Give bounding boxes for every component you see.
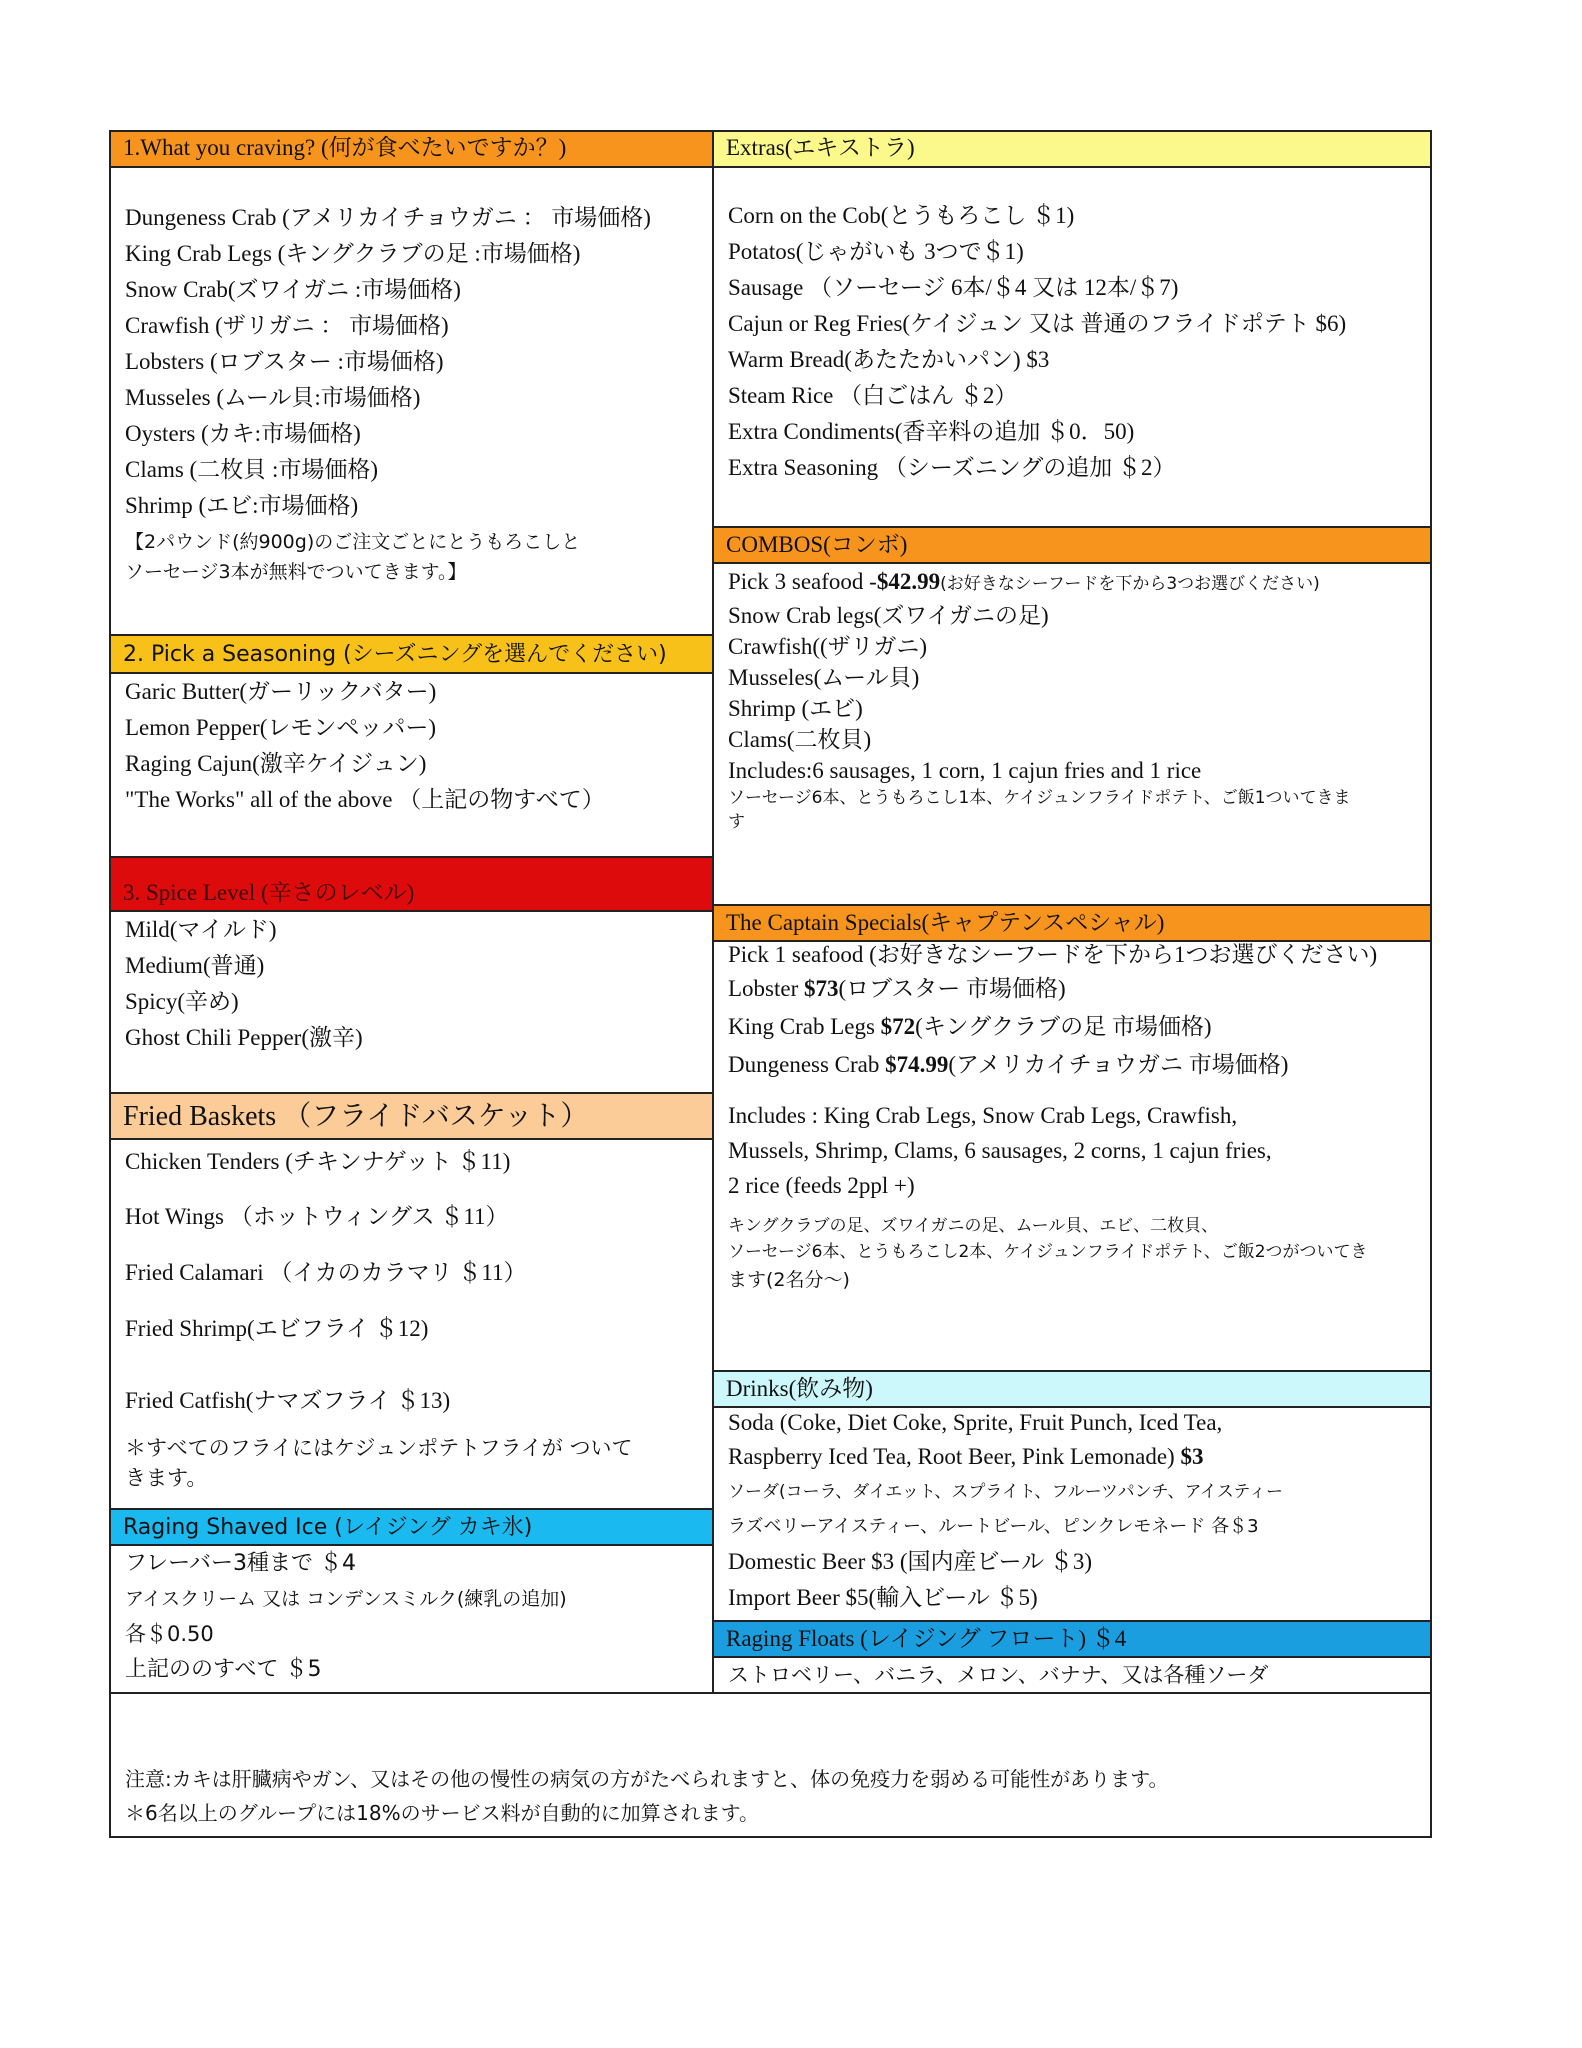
menu-item: Garic Butter(ガーリックバター) (125, 679, 437, 704)
menu-item: Snow Crab legs(ズワイガニの足) (728, 603, 1049, 628)
captain-item-jp: (アメリカイチョウガニ 市場価格) (948, 1052, 1289, 1077)
floats-items (714, 1658, 1430, 1692)
captain-item-name: King Crab Legs (728, 1014, 881, 1039)
menu-item: Crawfish((ザリガニ) (728, 634, 928, 659)
menu-item: Raging Cajun(激辛ケイジュン) (125, 751, 427, 776)
menu-item: Cajun or Reg Fries(ケイジュン 又は 普通のフライドポテト $6) (728, 311, 1347, 336)
combos-items (714, 566, 1430, 834)
extras-items (714, 198, 1430, 486)
extras-header (714, 132, 1430, 168)
menu-item: Oysters (カキ:市場価格) (125, 421, 361, 446)
menu-item: Clams (二枚貝 :市場価格) (125, 457, 378, 482)
menu-item: Sausage （ソーセージ 6本/＄4 又は 12本/＄7) (728, 275, 1179, 300)
footer-warning: 注意:カキは肝臓病やガン、又はその他の慢性の病気の方がたべられますと、体の免疫力を弱める可能性があります。 (125, 1767, 1169, 1791)
captain-row (728, 1046, 1430, 1084)
section-3-items (111, 912, 711, 1056)
section-2-items (111, 674, 711, 818)
menu-item: Fried Catfish(ナマズフライ ＄13) (125, 1388, 451, 1413)
fried-note: ＊すべてのフライにはケジュンポテトフライが ついて (125, 1436, 633, 1460)
menu-item: Crawfish (ザリガニ ： 市場価格) (125, 313, 449, 338)
combo-pick-label: Pick 3 seafood - (728, 569, 877, 594)
fried-header (111, 1092, 712, 1140)
section-3-header (111, 856, 712, 912)
section-3-title: 3. Spice Level (辛さのレベル) (123, 880, 415, 905)
captain-includes: 2 rice (feeds 2ppl +) (728, 1173, 915, 1198)
menu-item: Shrimp (エビ) (728, 696, 863, 721)
menu-item: Extra Seasoning （シーズニングの追加 ＄2） (728, 455, 1176, 480)
fried-note: きます。 (125, 1466, 208, 1490)
menu-item: Steam Rice （白ごはん ＄2） (728, 383, 1018, 408)
captain-row (728, 970, 1430, 1008)
menu-item: Snow Crab(ズワイガニ :市場価格) (125, 277, 461, 302)
captain-includes-jp: ます(2名分～) (728, 1269, 850, 1291)
menu-item: Spicy(辛め) (125, 989, 239, 1014)
menu-item: ラズベリーアイスティー、ルートビール、ピンクレモネード 各＄3 (728, 1516, 1259, 1537)
menu-item: Corn on the Cob(とうもろこし ＄1) (728, 203, 1075, 228)
combo-pick-note: (お好きなシーフードを下から3つお選びください) (940, 574, 1320, 594)
captain-includes: Mussels, Shrimp, Clams, 6 sausages, 2 corns, 1 cajun fries, (728, 1138, 1272, 1163)
menu-item (728, 1440, 1430, 1474)
menu-item: アイスクリーム 又は コンデンスミルク(練乳の追加) (125, 1588, 567, 1610)
menu-item: Medium(普通) (125, 953, 265, 978)
section-2-header (111, 634, 712, 674)
menu-item: Warm Bread(あたたかいパン) $3 (728, 347, 1050, 372)
extras-title: Extras(エキストラ) (726, 135, 915, 160)
section-1-items (111, 200, 711, 586)
captain-item-price: $72 (880, 1014, 916, 1039)
menu-item: Dungeness Crab (アメリカイチョウガニ ： 市場価格) (125, 205, 651, 230)
footer-divider (111, 1692, 1430, 1694)
menu-item: Musseles (ムール貝:市場価格) (125, 385, 421, 410)
captain-item-name: Lobster (728, 976, 805, 1001)
floats-header (714, 1620, 1430, 1658)
shaved-ice-title: Raging Shaved Ice (レイジング カキ氷) (123, 1515, 533, 1540)
captain-item-jp: (キングクラブの足 市場価格) (915, 1014, 1212, 1039)
captain-item-price: $73 (804, 976, 839, 1001)
captain-includes: Includes : King Crab Legs, Snow Crab Legs, Crawfish, (728, 1103, 1238, 1128)
drinks-soda-list: Raspberry Iced Tea, Root Beer, Pink Lemonade) (728, 1444, 1181, 1469)
captain-title: The Captain Specials(キャプテンスペシャル) (726, 910, 1165, 935)
captain-item-jp: (ロブスター 市場価格) (838, 976, 1066, 1001)
captain-pick: Pick 1 seafood (お好きなシーフードを下から1つお選びください) (728, 942, 1378, 967)
captain-items (714, 940, 1430, 1295)
menu-item: Chicken Tenders (チキンナゲット ＄11) (125, 1149, 511, 1174)
menu-item: "The Works" all of the above （上記の物すべて） (125, 787, 605, 812)
menu-item: ストロベリー、バニラ、メロン、バナナ、又は各種ソーダ (728, 1663, 1269, 1687)
drinks-title: Drinks(飲み物) (726, 1376, 873, 1401)
section-1-header (111, 132, 712, 168)
menu-item: Fried Calamari （イカのカラマリ ＄11） (125, 1260, 527, 1285)
captain-item-name: Dungeness Crab (728, 1052, 886, 1077)
bonus-note: ソーセージ3本が無料でついてきます。】 (125, 561, 467, 583)
floats-title: Raging Floats (レイジング フロート) ＄4 (726, 1626, 1127, 1651)
shaved-ice-header (111, 1508, 712, 1546)
menu-item: Import Beer $5(輸入ビール ＄5) (728, 1585, 1038, 1610)
combo-pick-line (728, 566, 1430, 600)
footer (111, 1762, 1430, 1830)
combo-includes-jp: す (728, 812, 745, 832)
fried-items (111, 1142, 711, 1493)
menu-item: 各＄0.50 (125, 1622, 214, 1646)
menu-item: Clams(二枚貝) (728, 727, 872, 752)
menu-item: ソーダ(コーラ、ダイエット、スプライト、フルーツパンチ、アイスティー (728, 1482, 1284, 1502)
menu-item: 上記ののすべて ＄5 (125, 1657, 322, 1682)
menu-item: Mild(マイルド) (125, 917, 277, 942)
menu-item: Hot Wings （ホットウィングス ＄11） (125, 1204, 509, 1229)
combo-includes: Includes:6 sausages, 1 corn, 1 cajun fries and 1 rice (728, 758, 1202, 783)
section-2-title: 2. Pick a Seasoning (シーズニングを選んでください) (123, 642, 667, 667)
menu-item: Fried Shrimp(エビフライ ＄12) (125, 1316, 429, 1341)
menu-item: Potatos(じゃがいも 3つで＄1) (728, 239, 1024, 264)
captain-includes-jp: キングクラブの足、ズワイガニの足、ムール貝、エビ、二枚貝、 (728, 1216, 1219, 1236)
menu-item: Shrimp (エビ:市場価格) (125, 493, 359, 518)
drinks-header (714, 1370, 1430, 1408)
drinks-items (714, 1406, 1430, 1616)
bonus-note: 【2パウンド(約900g)のご注文ごとにとうもろこしと (125, 531, 581, 553)
section-1-title: 1.What you craving? (何が食べたいですか？) (123, 135, 567, 160)
captain-header (714, 904, 1430, 942)
captain-row (728, 1008, 1430, 1046)
menu-item: Extra Condiments(香辛料の追加 ＄0．50) (728, 419, 1135, 444)
menu-item: フレーバー3種まで ＄4 (125, 1551, 357, 1576)
menu-item: Ghost Chili Pepper(激辛) (125, 1025, 363, 1050)
menu-item: Musseles(ムール貝) (728, 665, 920, 690)
combo-includes-jp: ソーセージ6本、とうもろこし1本、ケイジュンフライドポテト、ご飯1ついてきま (728, 788, 1351, 808)
menu-item: Domestic Beer $3 (国内産ビール ＄3) (728, 1549, 1093, 1574)
menu-item: Lemon Pepper(レモンペッパー) (125, 715, 437, 740)
drinks-soda-price: $3 (1180, 1444, 1204, 1469)
combos-header (714, 526, 1430, 564)
menu-item: Soda (Coke, Diet Coke, Sprite, Fruit Punch, Iced Tea, (728, 1410, 1223, 1435)
captain-includes-jp: ソーセージ6本、とうもろこし2本、ケイジュンフライドポテト、ご飯2つがついてき (728, 1242, 1368, 1262)
footer-service-charge: ＊6名以上のグループには18%のサービス料が自動的に加算されます。 (125, 1801, 759, 1825)
menu-item: King Crab Legs (キングクラブの足 :市場価格) (125, 241, 581, 266)
captain-item-price: $74.99 (885, 1052, 949, 1077)
combo-price: $42.99 (876, 569, 941, 594)
shaved-ice-items (111, 1546, 711, 1688)
combos-title: COMBOS(コンボ) (726, 532, 908, 557)
menu-item: Lobsters (ロブスター :市場価格) (125, 349, 444, 374)
fried-title: Fried Baskets （フライドバスケット） (123, 1101, 589, 1132)
